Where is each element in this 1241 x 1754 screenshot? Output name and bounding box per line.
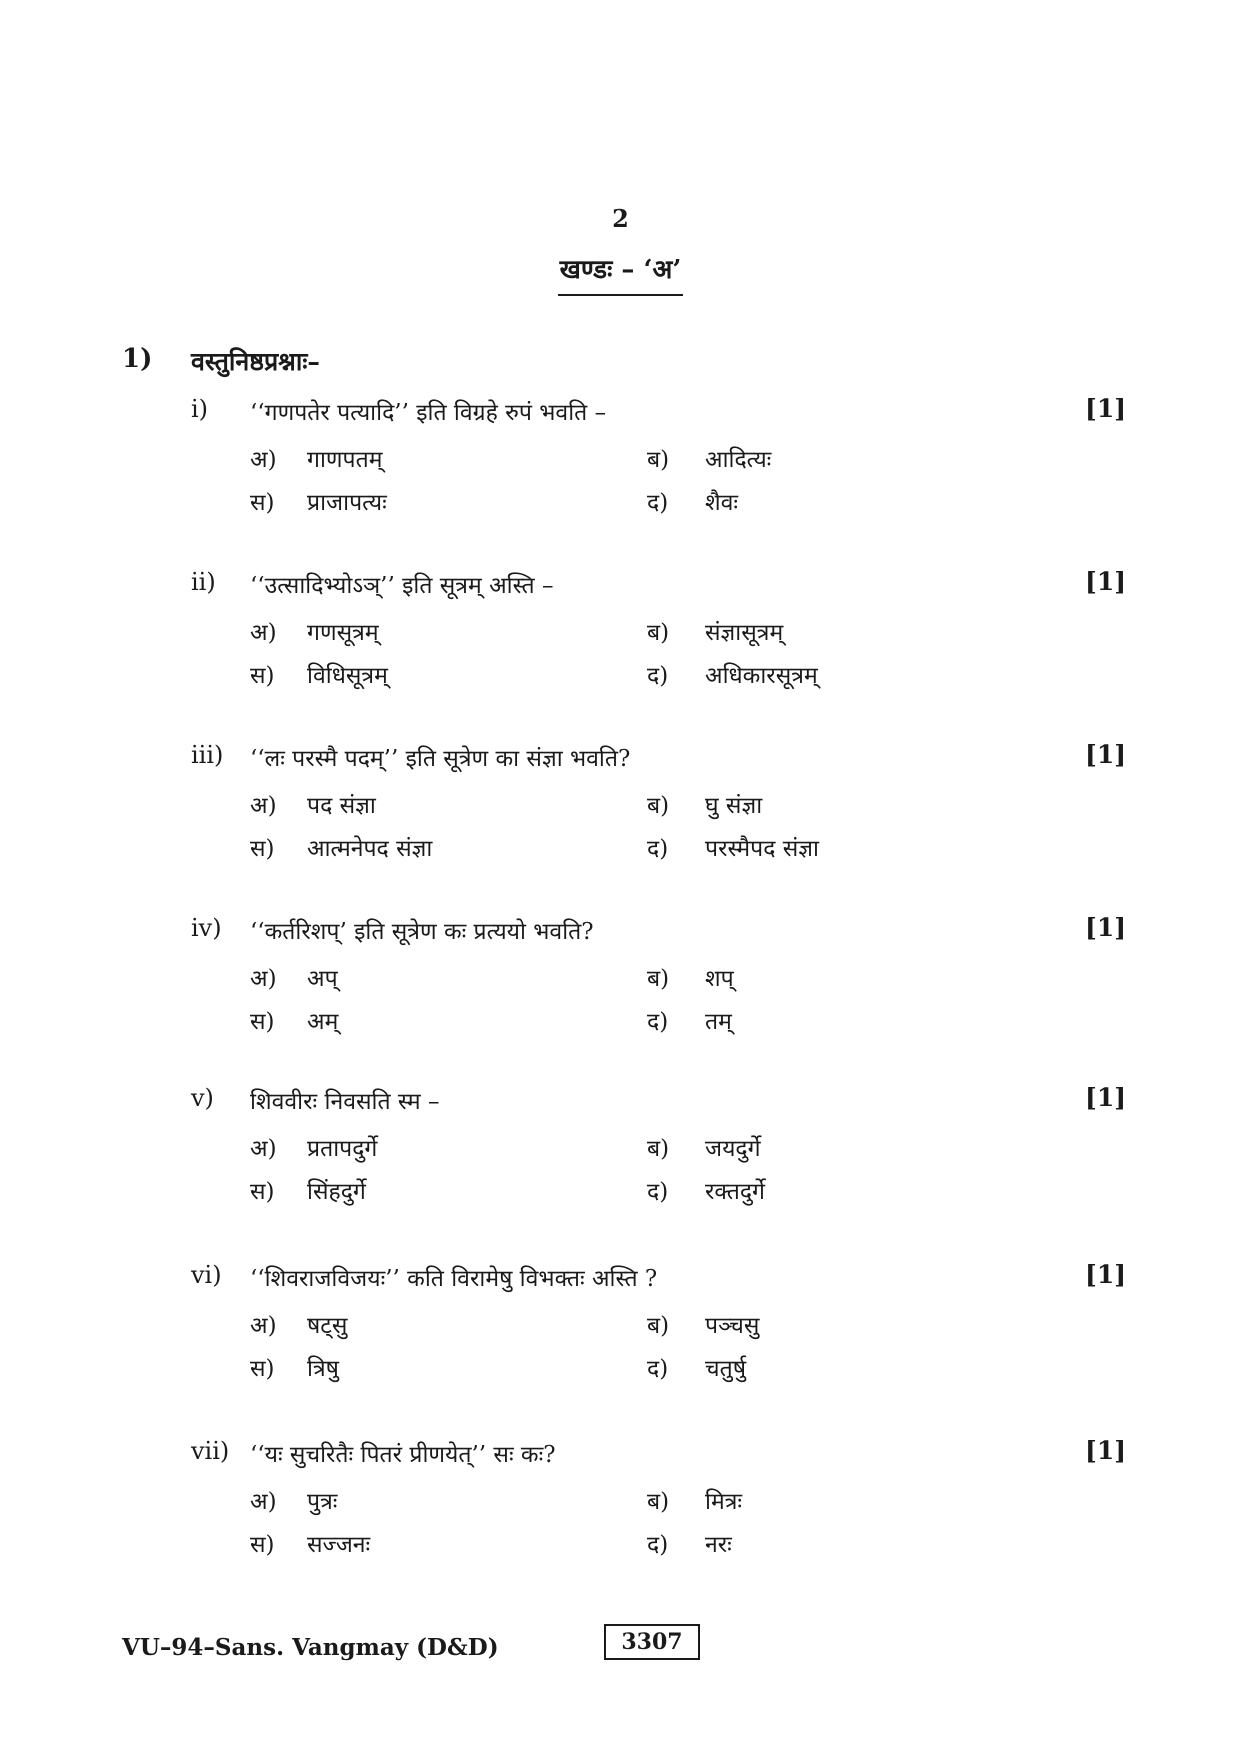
question-roman-numeral: ii) <box>191 568 216 596</box>
option-text: घु संज्ञा <box>705 793 763 819</box>
question-heading: वस्तुनिष्ठप्रश्नाः– <box>191 347 320 376</box>
question-text: शिववीरः निवसति स्म – <box>250 1089 440 1115</box>
option-text: पुत्रः <box>307 1489 338 1515</box>
option-text: सिंहदुर्गे <box>307 1179 366 1205</box>
option-text: प्राजापत्यः <box>307 490 387 516</box>
option-label: स) <box>250 1009 275 1035</box>
question-marks: [1] <box>1085 913 1127 942</box>
option-text: शैवः <box>705 490 739 516</box>
question-marks: [1] <box>1085 1436 1127 1465</box>
option-text: गाणपतम् <box>307 447 383 473</box>
option-label: ब) <box>647 447 670 473</box>
question-text: ‘‘लः परस्मै पदम्’’ इति सूत्रेण का संज्ञा भवति? <box>250 746 631 772</box>
option-text: जयदुर्गे <box>705 1136 761 1162</box>
option-label: ब) <box>647 966 670 992</box>
option-label: ब) <box>647 1489 670 1515</box>
question-roman-numeral: iii) <box>191 741 224 769</box>
question-roman-numeral: vii) <box>191 1437 230 1465</box>
option-label: ब) <box>647 793 670 819</box>
option-text: त्रिषु <box>307 1356 339 1382</box>
question-marks: [1] <box>1085 567 1127 596</box>
question-text: ‘‘शिवराजविजयः’’ कति विरामेषु विभक्तः अस्ति ? <box>250 1266 658 1292</box>
option-text: शप् <box>705 966 734 992</box>
option-label: स) <box>250 836 275 862</box>
option-label: अ) <box>250 620 277 646</box>
question-marks: [1] <box>1085 394 1127 423</box>
option-label: द) <box>647 663 669 689</box>
question-text: ‘‘यः सुचरितैः पितरं प्रीणयेत्’’ सः कः? <box>250 1442 556 1468</box>
option-label: अ) <box>250 447 277 473</box>
option-label: द) <box>647 1532 669 1558</box>
option-text: प्रतापदुर्गे <box>307 1136 378 1162</box>
option-text: विधिसूत्रम् <box>307 663 388 689</box>
option-label: ब) <box>647 620 670 646</box>
option-text: षट्सु <box>307 1313 348 1339</box>
question-marks: [1] <box>1085 1260 1127 1289</box>
option-label: ब) <box>647 1136 670 1162</box>
option-text: चतुर्षु <box>705 1356 747 1382</box>
option-text: तम् <box>705 1009 732 1035</box>
section-title <box>0 250 1241 296</box>
option-label: द) <box>647 1179 669 1205</box>
section-title-text: खण्डः – ‘अ’ <box>558 250 684 296</box>
option-text: अधिकारसूत्रम् <box>705 663 818 689</box>
option-label: द) <box>647 1356 669 1382</box>
option-label: अ) <box>250 966 277 992</box>
question-marks: [1] <box>1085 1083 1127 1112</box>
option-text: रक्तदुर्गे <box>705 1179 766 1205</box>
option-label: स) <box>250 1356 275 1382</box>
option-label: ब) <box>647 1313 670 1339</box>
option-label: द) <box>647 836 669 862</box>
question-roman-numeral: vi) <box>191 1261 222 1289</box>
option-text: संज्ञासूत्रम् <box>705 620 784 646</box>
option-text: सज्जनः <box>307 1532 371 1558</box>
option-text: पद संज्ञा <box>307 793 376 819</box>
option-label: अ) <box>250 1136 277 1162</box>
option-label: द) <box>647 490 669 516</box>
option-label: स) <box>250 1179 275 1205</box>
question-number: 1) <box>122 344 153 374</box>
question-roman-numeral: i) <box>191 395 209 423</box>
footer-paper-code: VU–94–Sans. Vangmay (D&D) <box>122 1634 499 1661</box>
question-roman-numeral: iv) <box>191 914 222 942</box>
option-text: आदित्यः <box>705 447 772 473</box>
option-text: मित्रः <box>705 1489 743 1515</box>
footer-paper-number: 3307 <box>604 1624 700 1660</box>
question-roman-numeral: v) <box>191 1084 214 1112</box>
page-number: 2 <box>612 204 629 233</box>
option-label: स) <box>250 1532 275 1558</box>
question-text: ‘‘कर्तरिशप्’ इति सूत्रेण कः प्रत्ययो भवति? <box>250 919 594 945</box>
question-text: ‘‘गणपतेर पत्यादि’’ इति विग्रहे रुपं भवति – <box>250 400 607 426</box>
option-text: अम् <box>307 1009 339 1035</box>
question-text: ‘‘उत्सादिभ्योऽञ्’’ इति सूत्रम् अस्ति – <box>250 573 554 599</box>
option-text: परस्मैपद संज्ञा <box>705 836 820 862</box>
option-text: अप् <box>307 966 338 992</box>
option-text: गणसूत्रम् <box>307 620 379 646</box>
option-label: द) <box>647 1009 669 1035</box>
question-marks: [1] <box>1085 740 1127 769</box>
option-label: स) <box>250 663 275 689</box>
option-label: अ) <box>250 793 277 819</box>
option-label: अ) <box>250 1489 277 1515</box>
option-text: आत्मनेपद संज्ञा <box>307 836 433 862</box>
option-label: स) <box>250 490 275 516</box>
option-text: नरः <box>705 1532 732 1558</box>
option-text: पञ्चसु <box>705 1313 760 1339</box>
option-label: अ) <box>250 1313 277 1339</box>
